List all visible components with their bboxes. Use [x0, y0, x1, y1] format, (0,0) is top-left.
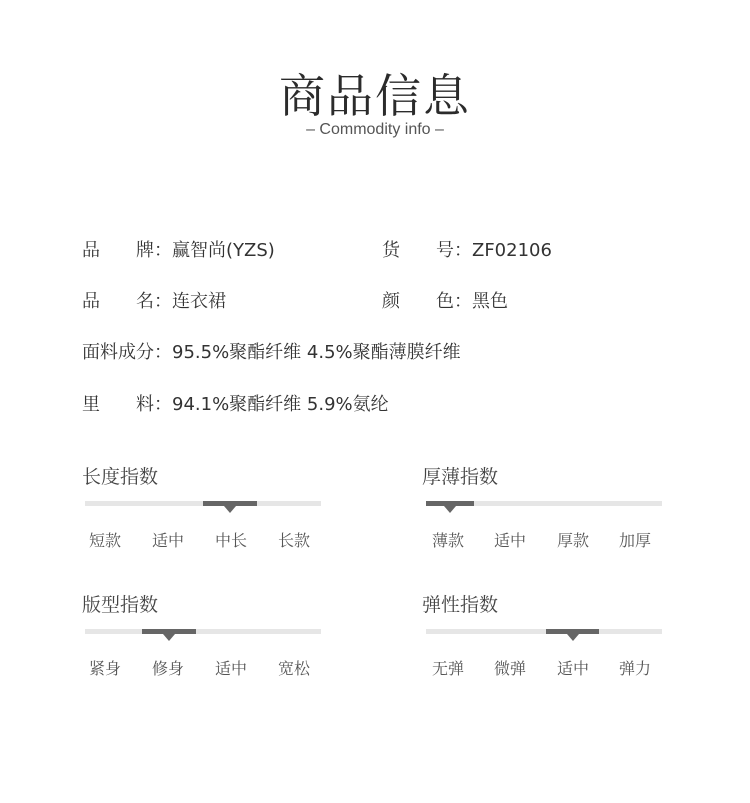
fit-option: 宽松	[277, 659, 310, 678]
elasticity-option: 无弹	[431, 659, 464, 678]
elasticity-scale-track	[426, 629, 662, 634]
page-title: 商品信息	[279, 69, 471, 123]
fit-option: 适中	[214, 659, 247, 678]
page-subtitle: – Commodity info –	[306, 121, 444, 138]
elasticity-scale-title: 弹性指数	[422, 594, 499, 616]
fit-option: 修身	[151, 659, 184, 678]
item-number-field: 货 号：ZF02106	[382, 240, 552, 261]
elasticity-scale-indicator	[546, 629, 599, 634]
thickness-option: 适中	[493, 531, 526, 550]
color-field: 颜 色：黑色	[382, 291, 508, 312]
thickness-scale-track	[426, 501, 662, 506]
elasticity-option: 适中	[556, 659, 589, 678]
thickness-scale-title: 厚薄指数	[422, 466, 499, 488]
length-option: 长款	[277, 531, 310, 550]
fit-scale-title: 版型指数	[82, 594, 159, 616]
thickness-option: 薄款	[431, 531, 464, 550]
fit-scale-track	[85, 629, 321, 634]
length-option: 短款	[88, 531, 121, 550]
indicator-pointer-icon	[444, 506, 456, 513]
brand-field: 品 牌：赢智尚(YZS)	[82, 240, 275, 261]
fit-scale-indicator	[142, 629, 196, 634]
thickness-option: 加厚	[618, 531, 651, 550]
length-option: 适中	[151, 531, 184, 550]
length-scale-track	[85, 501, 321, 506]
indicator-pointer-icon	[224, 506, 236, 513]
indicator-pointer-icon	[163, 634, 175, 641]
indicator-pointer-icon	[567, 634, 579, 641]
fit-option: 紧身	[88, 659, 121, 678]
length-scale-indicator	[203, 501, 257, 506]
thickness-scale-indicator	[426, 501, 474, 506]
thickness-option: 厚款	[556, 531, 589, 550]
fabric-composition-field: 面料成分：95.5%聚酯纤维 4.5%聚酯薄膜纤维	[82, 342, 461, 363]
elasticity-option: 弹力	[618, 659, 651, 678]
lining-field: 里 料：94.1%聚酯纤维 5.9%氨纶	[82, 394, 389, 415]
elasticity-option: 微弹	[493, 659, 526, 678]
length-scale-title: 长度指数	[82, 466, 159, 488]
product-name-field: 品 名：连衣裙	[82, 291, 226, 312]
length-option: 中长	[214, 531, 247, 550]
